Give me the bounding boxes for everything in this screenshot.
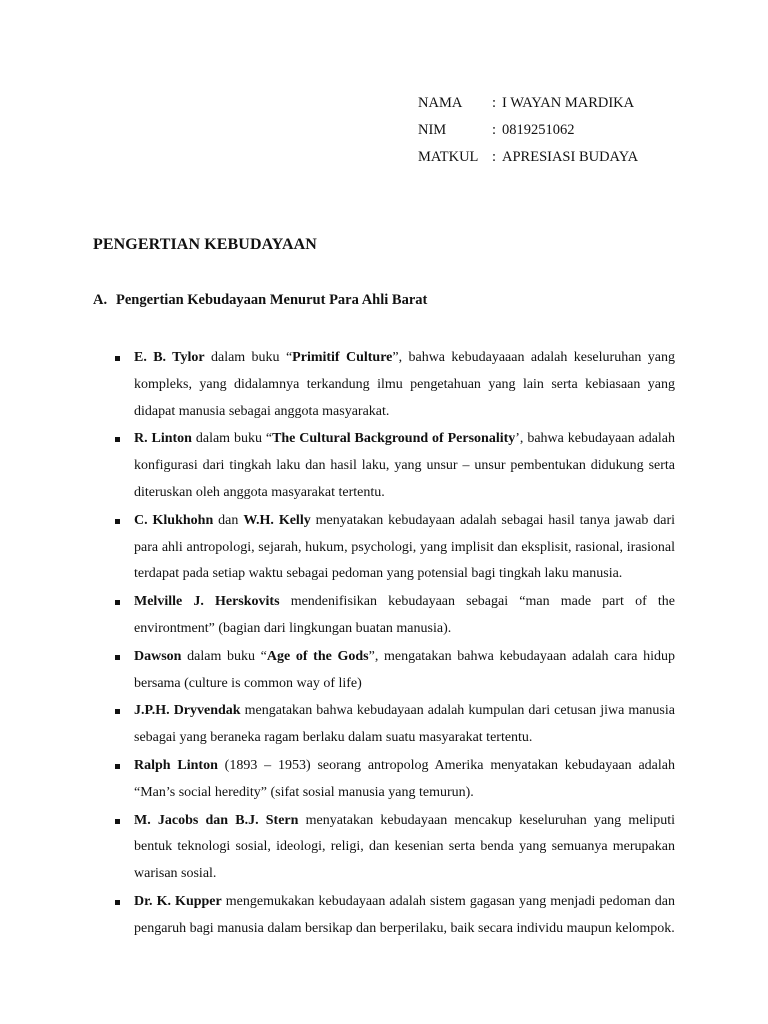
emphasis-text: R. Linton bbox=[134, 431, 192, 447]
emphasis-text: Melville J. Herskovits bbox=[134, 594, 280, 610]
body-text: dalam buku “ bbox=[181, 648, 267, 664]
identity-separator: : bbox=[492, 149, 497, 165]
identity-label: NIM bbox=[418, 122, 447, 138]
identity-value: APRESIASI BUDAYA bbox=[502, 149, 639, 165]
emphasis-text: Ralph Linton bbox=[134, 757, 218, 773]
definition-list-item bbox=[110, 644, 675, 698]
square-bullet-icon bbox=[115, 900, 120, 905]
identity-value: 0819251062 bbox=[502, 122, 575, 138]
identity-value: I WAYAN MARDIKA bbox=[502, 95, 635, 111]
body-text: ”, mengatakan bahwa kebudayaan adalah cara hidup bersama (culture is common way of life) bbox=[134, 648, 676, 691]
student-identity-block bbox=[418, 90, 638, 171]
identity-row-nim bbox=[418, 117, 638, 144]
emphasis-text: W.H. Kelly bbox=[243, 512, 311, 528]
emphasis-text: The Cultural Background of Personality bbox=[272, 431, 516, 447]
identity-separator: : bbox=[492, 122, 497, 138]
body-text: menyatakan kebudayaan adalah sebagai hasil tanya jawab dari para ahli antropologi, sejarah, hukum, psychologi, yang implisit dan eksplisit, rasional, irasional terdapat pada setiap waktu sebagai pedoman yang potensial bagi tingkah laku manusia. bbox=[134, 512, 676, 582]
section-heading-text: Pengertian Kebudayaan Menurut Para Ahli Barat bbox=[116, 292, 428, 308]
body-text: menyatakan kebudayaan mencakup keseluruhan yang meliputi bentuk teknologi sosial, ideologi, religi, dan kesenian serta benda yang semuanya merupakan warisan sosial. bbox=[134, 812, 675, 882]
emphasis-text: E. B. Tylor bbox=[134, 350, 205, 365]
definition-list-item bbox=[110, 426, 675, 506]
body-text: mengemukakan kebudayaan adalah sistem gagasan yang menjadi pedoman dan pengaruh bagi manusia dalam bersikap dan berperilaku, baik secara individu maupun kelompok. bbox=[134, 893, 676, 936]
definition-list-item bbox=[110, 889, 675, 943]
definition-list-item bbox=[110, 698, 675, 752]
body-text: (1893 – 1953) seorang antropolog Amerika menyatakan kebudayaan adalah “Man’s social heredity” (sifat sosial manusia yang temurun). bbox=[134, 757, 675, 800]
section-letter: A. bbox=[93, 292, 108, 308]
identity-separator: : bbox=[492, 95, 497, 111]
body-text: mendenifisikan kebudayaan sebagai “man made part of the environtment” (bagian dari lingkungan buatan manusia). bbox=[134, 594, 675, 636]
definition-list-item bbox=[110, 753, 675, 807]
document-title: PENGERTIAN KEBUDAYAAN bbox=[93, 236, 317, 253]
square-bullet-icon bbox=[115, 709, 120, 714]
square-bullet-icon bbox=[115, 437, 120, 442]
body-text: dalam buku “ bbox=[191, 431, 273, 447]
square-bullet-icon bbox=[115, 356, 120, 361]
section-heading bbox=[93, 292, 427, 309]
body-text: ’, bahwa kebudayaan adalah konfigurasi dari tingkah laku dan hasil laku, yang unsur – unsur pembentukan didukung serta diteruskan oleh anggota masyarakat tertentu. bbox=[134, 431, 676, 500]
emphasis-text: C. Klukhohn bbox=[134, 512, 214, 528]
square-bullet-icon bbox=[115, 600, 120, 605]
definition-list-item bbox=[110, 589, 675, 643]
square-bullet-icon bbox=[115, 764, 120, 769]
definition-list bbox=[110, 345, 675, 944]
emphasis-text: Primitif Culture bbox=[292, 350, 393, 365]
definition-list-item bbox=[110, 508, 675, 588]
square-bullet-icon bbox=[115, 519, 120, 524]
square-bullet-icon bbox=[115, 819, 120, 824]
body-text: ”, bahwa kebudayaaan adalah keseluruhan yang kompleks, yang didalamnya terkandung ilmu pengetahuan yang lain serta kebiasaan yang didapat manusia sebagai anggota masyarakat. bbox=[134, 350, 676, 419]
emphasis-text: Age of the Gods bbox=[266, 648, 369, 664]
emphasis-text: Dr. K. Kupper bbox=[134, 893, 222, 909]
emphasis-text: J.P.H. Dryvendak bbox=[134, 703, 241, 719]
body-text: mengatakan bahwa kebudayaan adalah kumpulan dari cetusan jiwa manusia sebagai yang beraneka ragam berlaku dalam suatu masyarakat tertentu. bbox=[134, 703, 675, 746]
definition-list-item bbox=[110, 808, 675, 888]
body-text: dan bbox=[213, 512, 244, 528]
emphasis-text: Dawson bbox=[134, 648, 182, 664]
square-bullet-icon bbox=[115, 655, 120, 660]
body-text: dalam buku “ bbox=[204, 350, 293, 365]
identity-row-matkul bbox=[418, 144, 638, 171]
emphasis-text: M. Jacobs dan B.J. Stern bbox=[134, 812, 299, 828]
identity-row-nama bbox=[418, 90, 638, 117]
identity-label: NAMA bbox=[418, 95, 463, 111]
definition-list-item bbox=[110, 345, 675, 425]
identity-label: MATKUL bbox=[418, 149, 479, 165]
